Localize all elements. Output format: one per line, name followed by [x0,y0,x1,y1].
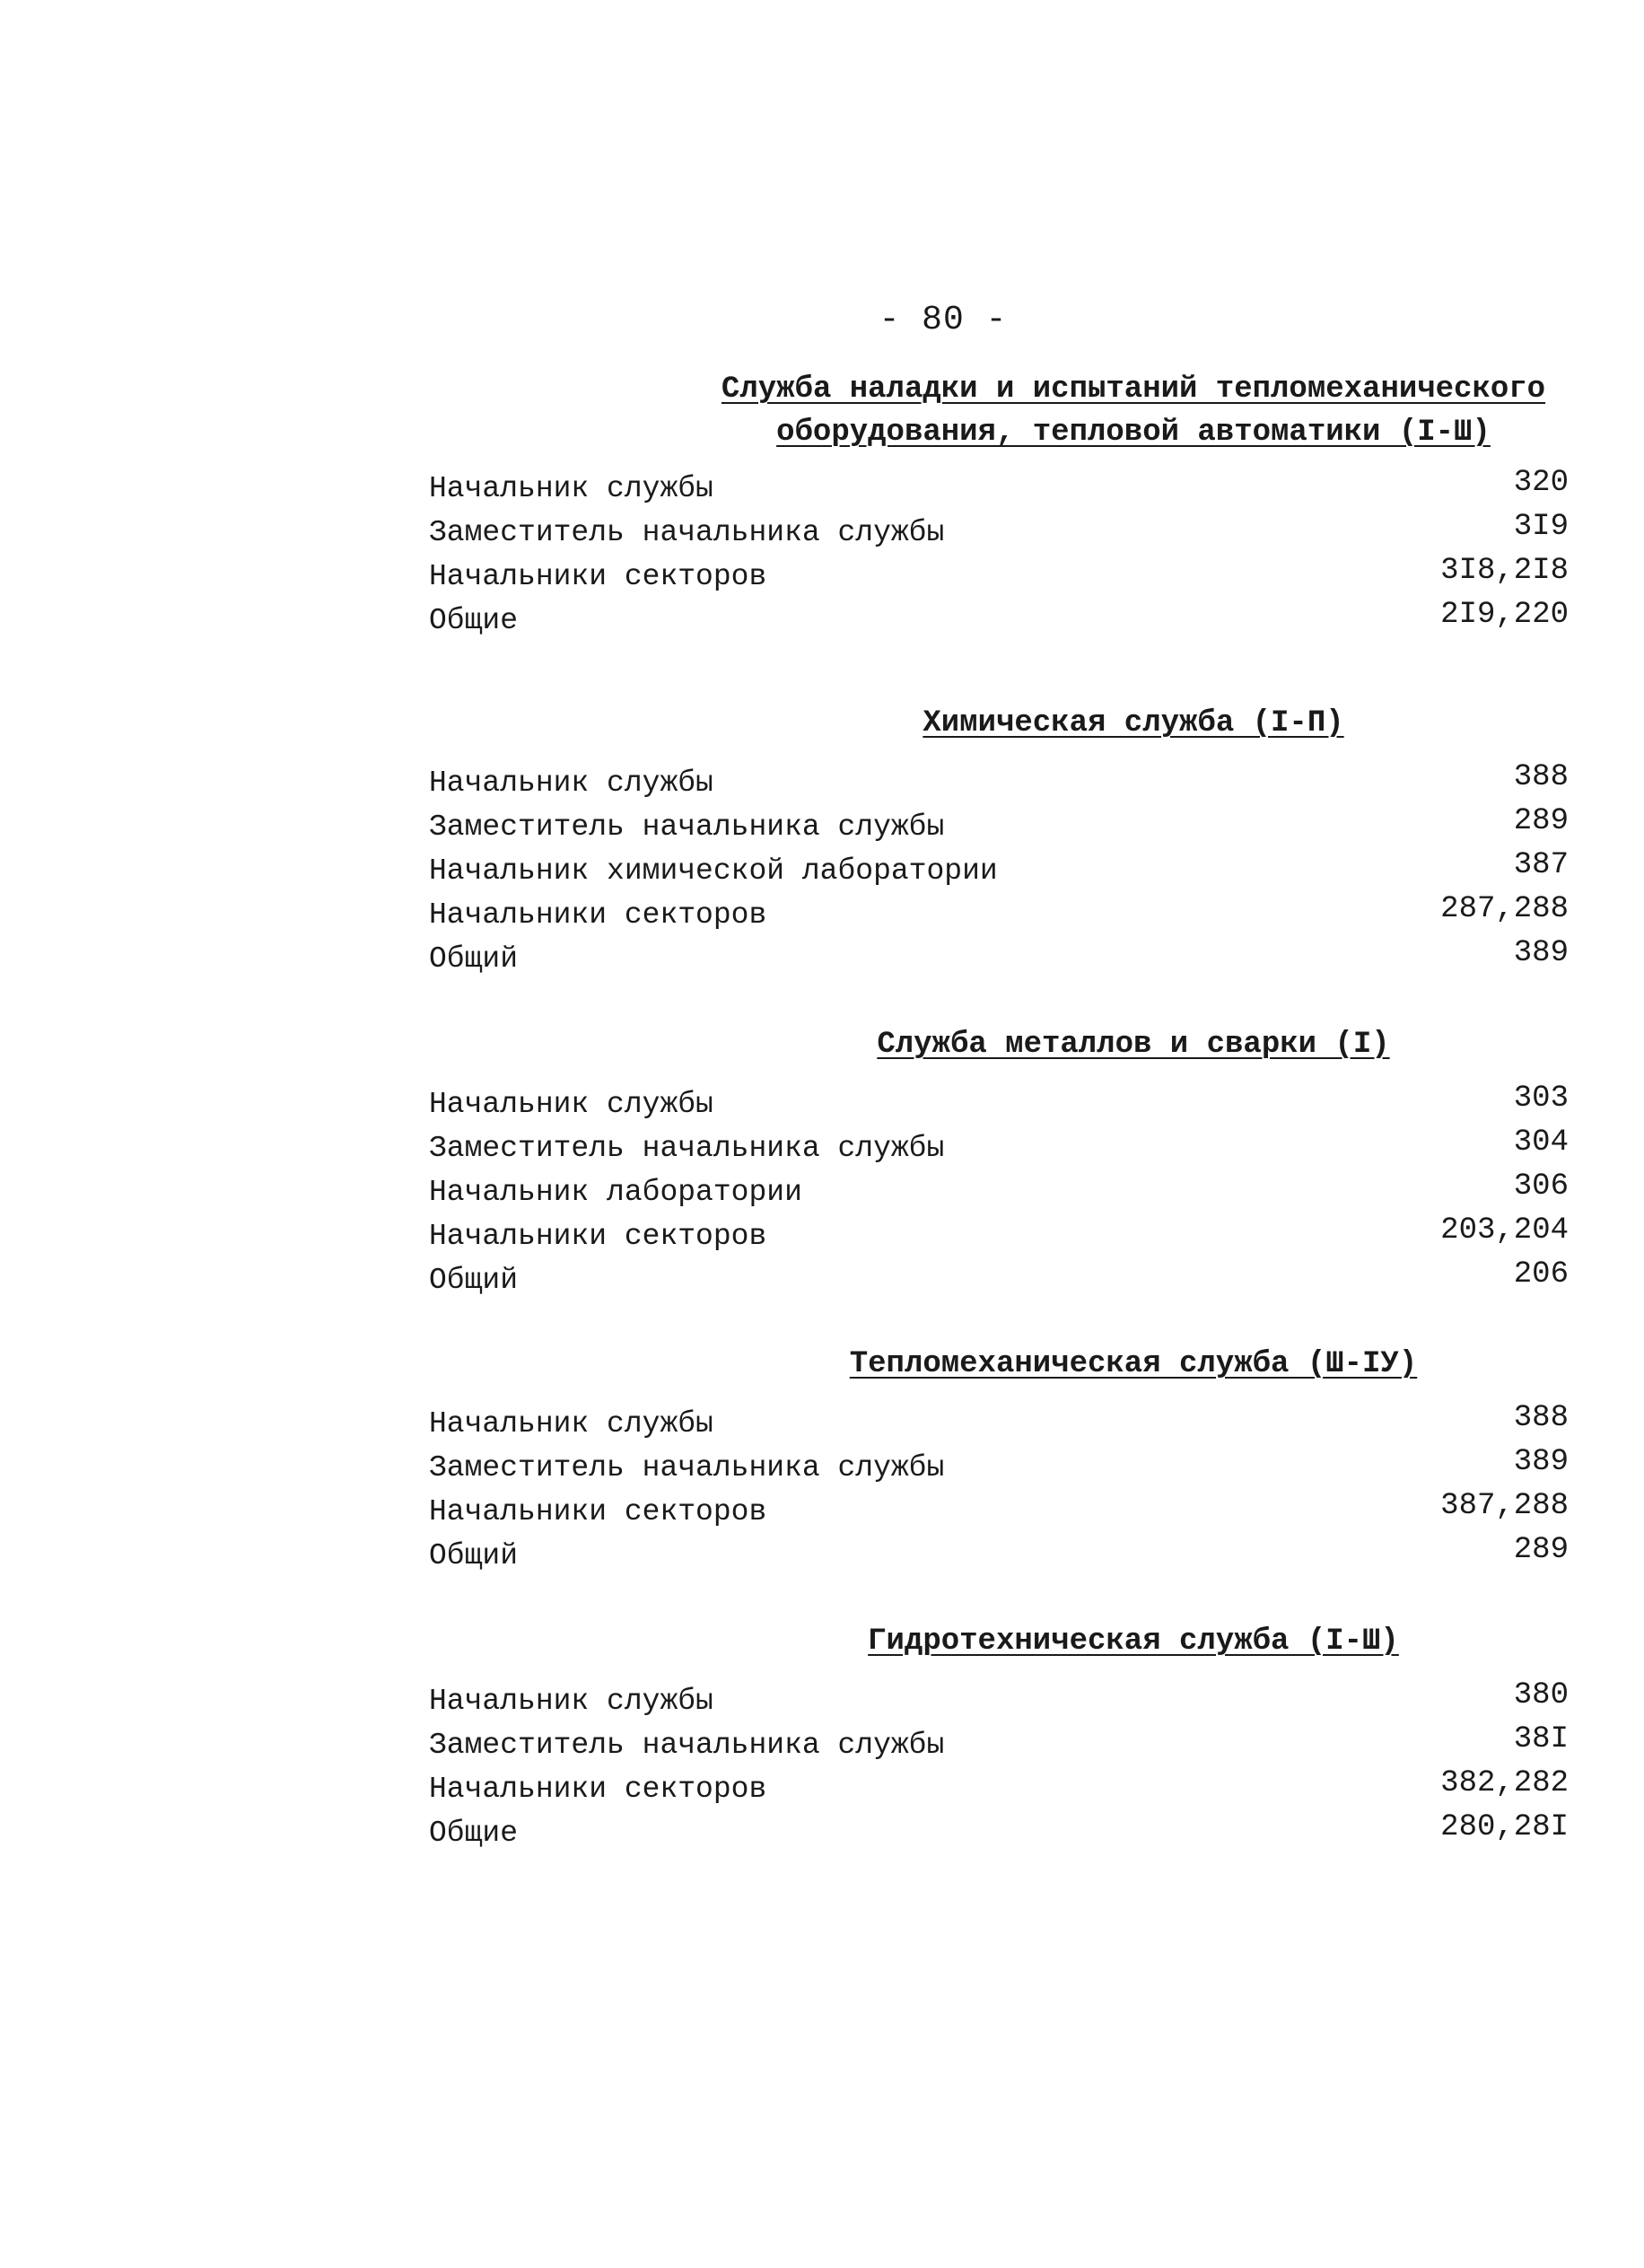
position-label: Начальники секторов [429,1495,767,1528]
position-label: Общие [429,1817,519,1850]
phone-number: 3I8,2I8 [1440,554,1569,588]
phone-list [429,761,1569,981]
position-label: Начальник службы [429,766,713,800]
phone-number: 380 [1513,1678,1569,1712]
phone-number: 304 [1513,1125,1569,1160]
phone-number: 389 [1513,1445,1569,1479]
list-item [429,1811,1569,1855]
section-hydrotechnical-service [429,1620,1569,1855]
list-item [429,599,1569,643]
section-thermomechanical-service [429,1343,1569,1578]
list-item [429,1723,1569,1767]
phone-number: 38I [1513,1722,1569,1756]
section-title [429,1620,1569,1663]
list-item [429,1490,1569,1534]
phone-list [429,1402,1569,1578]
position-label: Начальники секторов [429,1220,767,1253]
phone-number: 280,28I [1440,1810,1569,1844]
section-title [429,368,1569,454]
list-item [429,1446,1569,1490]
position-label: Начальники секторов [429,1773,767,1806]
phone-number: 203,204 [1440,1213,1569,1248]
phone-number: 3I9 [1513,510,1569,544]
list-item [429,1402,1569,1446]
list-item [429,1214,1569,1258]
position-label: Заместитель начальника службы [429,1451,945,1484]
phone-list [429,1082,1569,1302]
list-item [429,1126,1569,1170]
position-label: Заместитель начальника службы [429,1132,945,1165]
list-item [429,1258,1569,1302]
position-label: Начальник лаборатории [429,1176,802,1209]
phone-number: 382,282 [1440,1766,1569,1800]
phone-list [429,467,1569,643]
section-commissioning-service [429,368,1569,643]
section-title-line: Гидротехническая служба (I-Ш) [868,1624,1399,1659]
phone-number: 387 [1513,848,1569,882]
list-item [429,1679,1569,1723]
position-label: Начальники секторов [429,560,767,593]
page-number: - 80 - [879,301,1008,339]
phone-number: 206 [1513,1257,1569,1292]
list-item [429,937,1569,981]
section-chemical-service [429,702,1569,981]
list-item [429,849,1569,893]
section-title-line: Служба металлов и сварки (I) [877,1028,1390,1062]
phone-number: 2I9,220 [1440,598,1569,632]
section-title-line: Служба наладки и испытаний тепломеханического [721,372,1546,407]
list-item [429,1767,1569,1811]
position-label: Начальник службы [429,1088,713,1121]
phone-number: 387,288 [1440,1489,1569,1523]
position-label: Начальник химической лаборатории [429,854,998,888]
phone-number: 289 [1513,1533,1569,1567]
section-title-line: оборудования, тепловой автоматики (I-Ш) [776,416,1491,450]
list-item [429,1082,1569,1126]
phone-number: 389 [1513,936,1569,970]
position-label: Начальник службы [429,472,713,505]
position-label: Начальник службы [429,1685,713,1718]
phone-number: 303 [1513,1081,1569,1116]
phone-number: 306 [1513,1169,1569,1204]
list-item [429,467,1569,511]
list-item [429,761,1569,805]
phone-list [429,1679,1569,1855]
phone-number: 388 [1513,1401,1569,1435]
list-item [429,511,1569,555]
list-item [429,893,1569,937]
position-label: Заместитель начальника службы [429,810,945,844]
section-title [429,1023,1569,1066]
section-title-line: Тепломеханическая служба (Ш-IУ) [849,1347,1418,1381]
position-label: Общий [429,942,519,976]
position-label: Начальник службы [429,1407,713,1440]
list-item [429,1534,1569,1578]
phone-number: 388 [1513,760,1569,794]
position-label: Заместитель начальника службы [429,516,945,549]
phone-number: 320 [1513,466,1569,500]
position-label: Общий [429,1264,519,1297]
position-label: Начальники секторов [429,898,767,932]
section-title [429,1343,1569,1386]
list-item [429,555,1569,599]
list-item [429,805,1569,849]
section-metals-welding-service [429,1023,1569,1302]
section-title [429,702,1569,745]
phone-number: 287,288 [1440,892,1569,926]
position-label: Общий [429,1539,519,1572]
list-item [429,1170,1569,1214]
position-label: Заместитель начальника службы [429,1729,945,1762]
section-title-line: Химическая служба (I-П) [923,706,1344,740]
phone-number: 289 [1513,804,1569,838]
position-label: Общие [429,604,519,637]
